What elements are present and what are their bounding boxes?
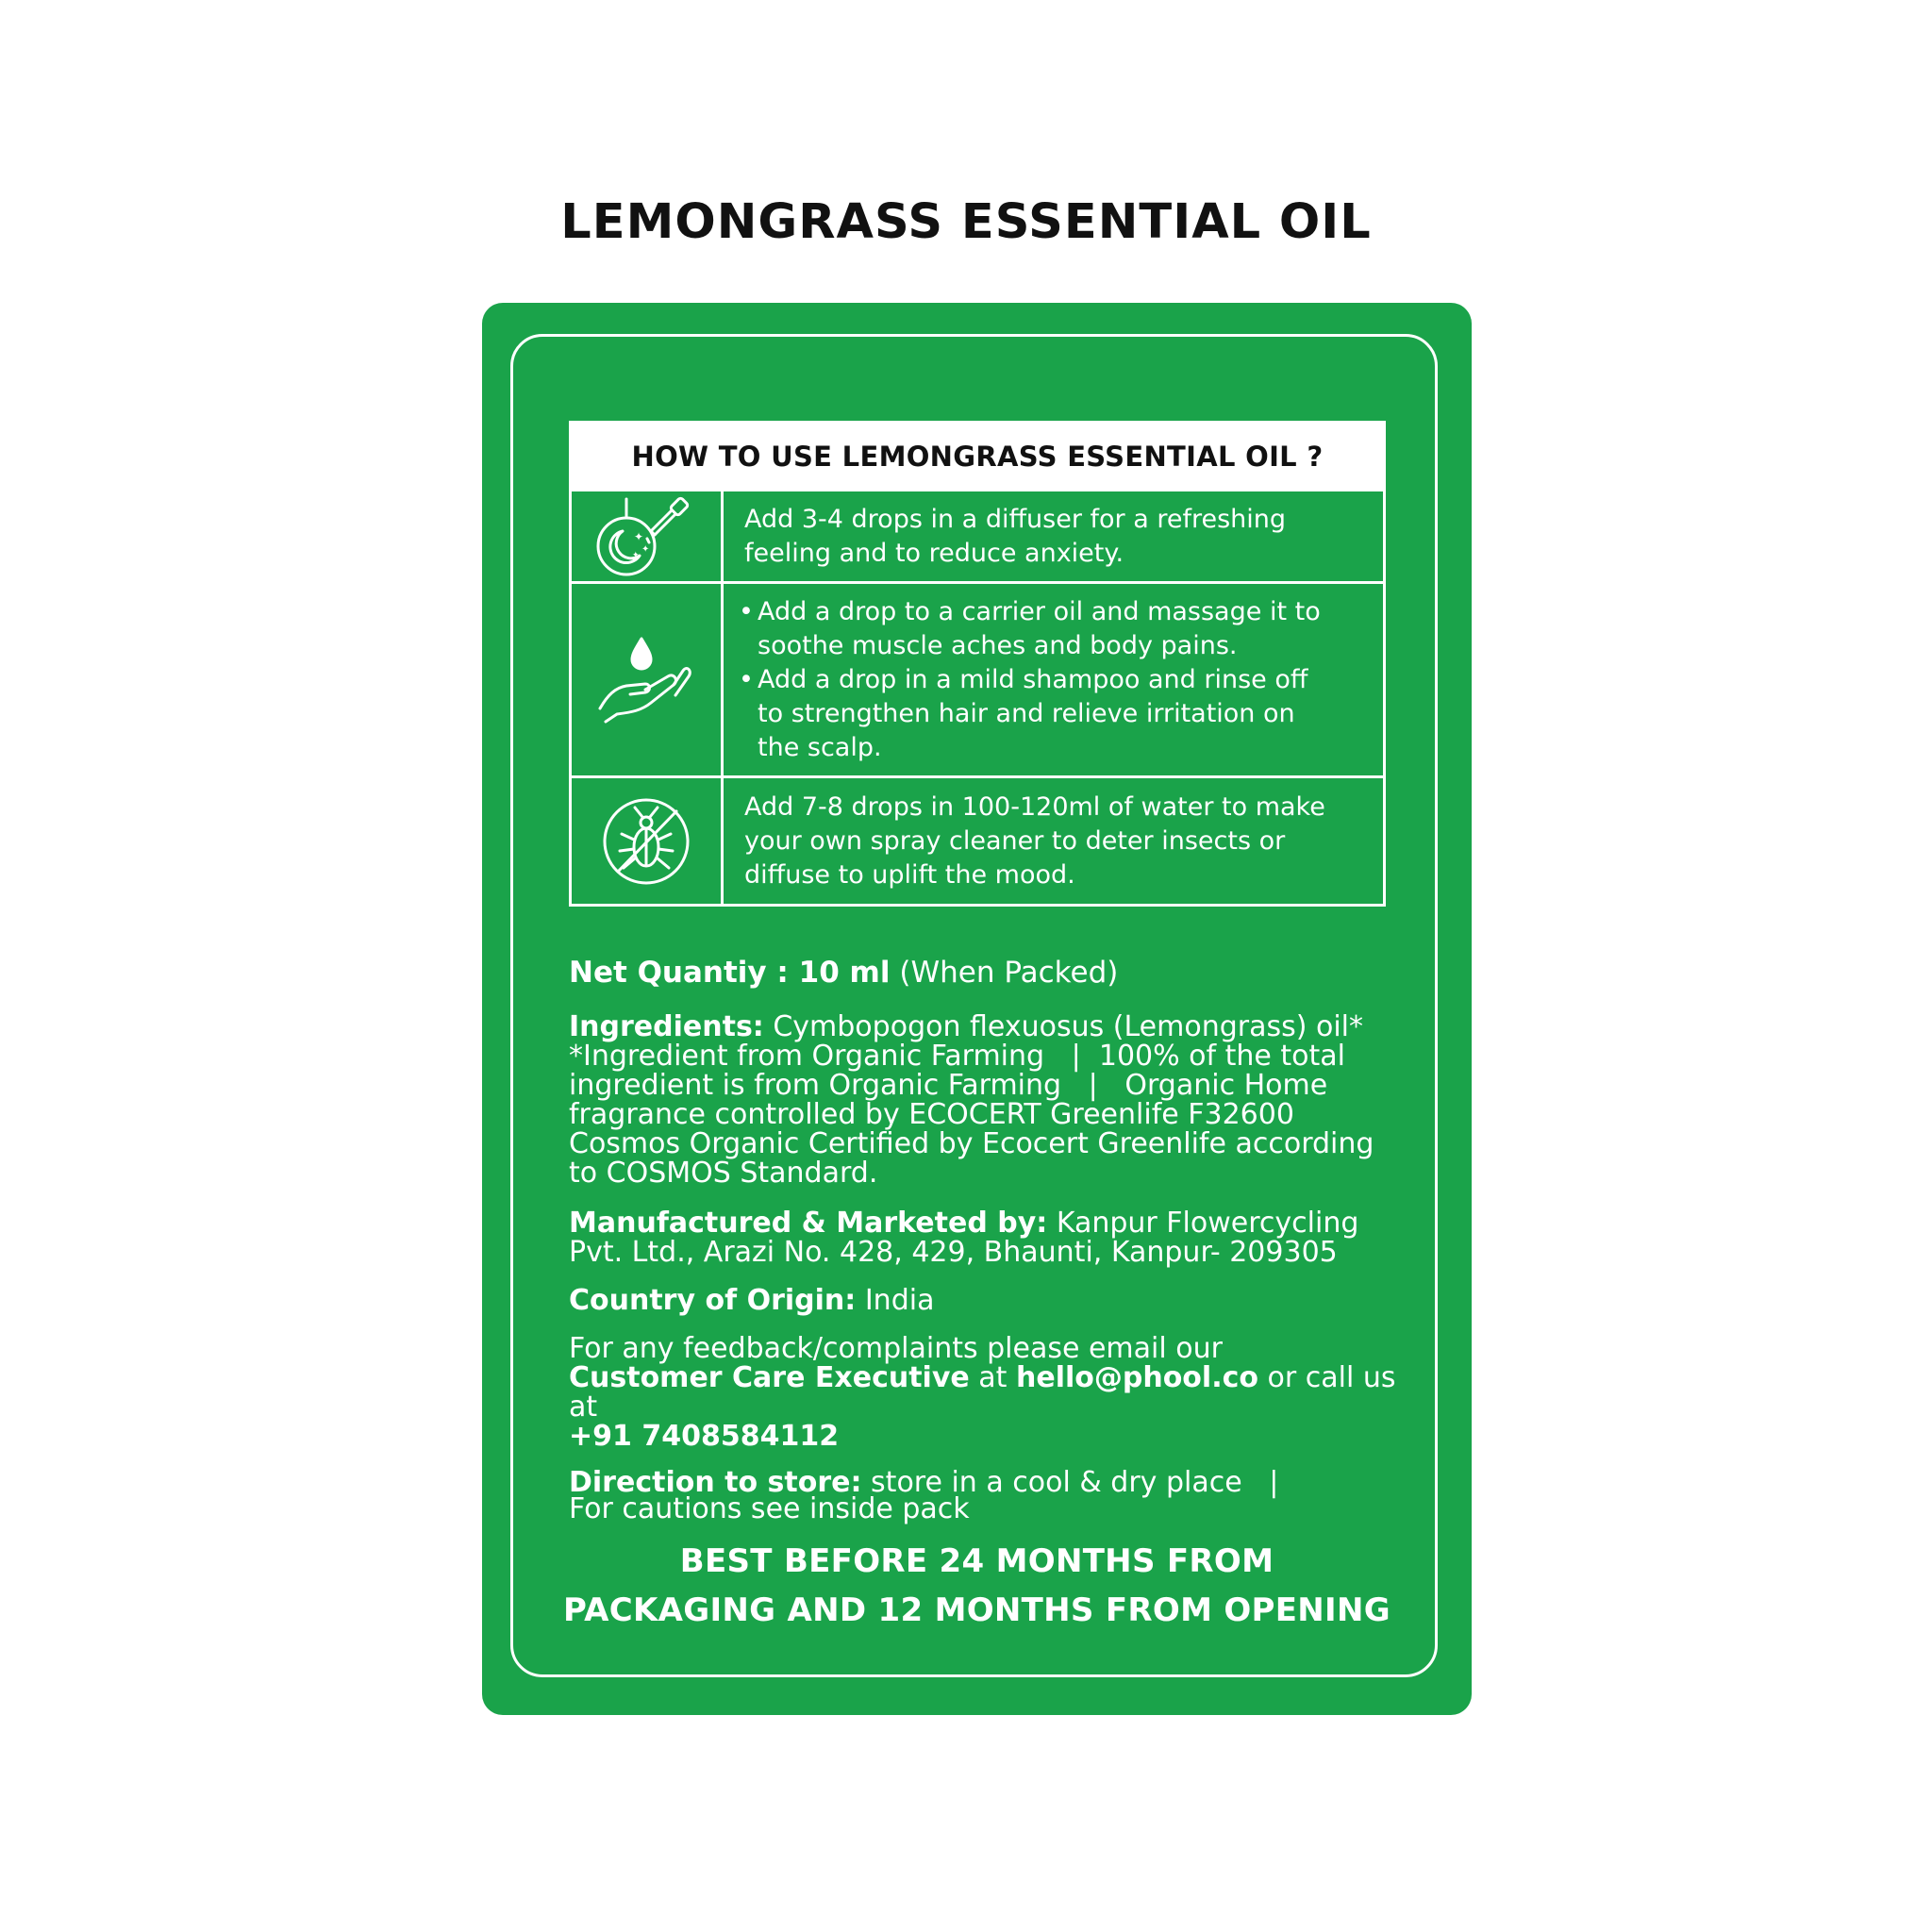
ingredients-line: *Ingredient from Organic Farming | 100% of the total	[569, 1040, 1345, 1073]
storage-value: store in a cool & dry place |	[871, 1466, 1279, 1499]
usage-text-cell	[724, 778, 1383, 904]
feedback-intro: For any feedback/complaints please email our	[569, 1332, 1223, 1365]
usage-line: soothe muscle aches and body pains.	[758, 630, 1238, 660]
usage-line: your own spray cleaner to deter insects or	[744, 825, 1286, 856]
usage-icon-cell	[572, 778, 724, 904]
manufacturer-label: Manufactured & Marketed by:	[569, 1207, 1048, 1240]
ingredients-line: fragrance controlled by ECOCERT Greenlife F32600	[569, 1098, 1294, 1131]
storage-direction	[569, 1466, 1399, 1525]
bullet-dot: •	[739, 596, 754, 626]
manufacturer	[569, 1208, 1399, 1267]
net-quantity	[569, 954, 1399, 991]
usage-bullet	[739, 595, 1366, 663]
svg-text:✦: ✦	[632, 550, 640, 560]
usage-line: to strengthen hair and relieve irritation on	[758, 698, 1295, 728]
manufacturer-address: Pvt. Ltd., Arazi No. 428, 429, Bhaunti, Kanpur- 209305	[569, 1236, 1338, 1269]
usage-line: Add 7-8 drops in 100-120ml of water to make	[744, 791, 1325, 822]
usage-table	[569, 421, 1386, 907]
svg-text:✦: ✦	[641, 543, 650, 555]
storage-label: Direction to store:	[569, 1466, 862, 1499]
no-insect-icon	[601, 796, 691, 887]
usage-line: Add a drop in a mild shampoo and rinse off	[758, 664, 1308, 694]
feedback-call: or call us at	[569, 1361, 1396, 1424]
usage-line: diffuse to uplift the mood.	[744, 859, 1075, 890]
diffuser-moon-dropper-icon	[594, 493, 698, 580]
usage-text-cell	[724, 491, 1383, 581]
feedback	[569, 1334, 1399, 1451]
label-info	[569, 954, 1399, 1523]
origin-value: India	[864, 1284, 935, 1317]
page-title: LEMONGRASS ESSENTIAL OIL	[560, 194, 1372, 250]
product-label	[482, 303, 1472, 1715]
usage-line: feeling and to reduce anxiety.	[744, 538, 1124, 568]
manufacturer-name: Kanpur Flowercycling	[1056, 1207, 1359, 1240]
best-before-line: BEST BEFORE 24 MONTHS FROM	[679, 1542, 1274, 1580]
ingredients-line: Cymbopogon flexuosus (Lemongrass) oil*	[773, 1010, 1363, 1043]
bullet-dot: •	[739, 664, 754, 694]
feedback-role: Customer Care Executive	[569, 1361, 970, 1394]
feedback-phone: +91 7408584112	[569, 1420, 840, 1453]
usage-line: the scalp.	[758, 732, 882, 762]
best-before-line: PACKAGING AND 12 MONTHS FROM OPENING	[563, 1591, 1391, 1629]
usage-table-header: HOW TO USE LEMONGRASS ESSENTIAL OIL ?	[572, 424, 1383, 489]
storage-cautions: For cautions see inside pack	[569, 1492, 970, 1525]
ingredients-line: Cosmos Organic Certified by Ecocert Greenlife according	[569, 1127, 1374, 1160]
usage-icon-cell	[572, 584, 724, 775]
usage-row-massage	[572, 581, 1383, 775]
usage-line: Add a drop to a carrier oil and massage it to	[758, 596, 1321, 626]
net-quantity-label: Net Quantiy : 10 ml	[569, 956, 891, 990]
hand-drop-icon	[594, 633, 698, 727]
best-before	[482, 1537, 1472, 1635]
usage-row-spray	[572, 775, 1383, 904]
ingredients-line: ingredient is from Organic Farming | Organic Home	[569, 1069, 1328, 1102]
ingredients-line: to COSMOS Standard.	[569, 1157, 878, 1190]
feedback-at: at	[978, 1361, 1008, 1394]
feedback-email: hello@phool.co	[1015, 1361, 1258, 1394]
usage-row-diffuser	[572, 489, 1383, 581]
usage-text-cell	[724, 584, 1383, 775]
usage-icon-cell	[572, 491, 724, 581]
usage-bullet	[739, 663, 1366, 765]
svg-text:✦: ✦	[634, 529, 644, 543]
ingredients-label: Ingredients:	[569, 1010, 764, 1043]
usage-line: Add 3-4 drops in a diffuser for a refreshing	[744, 504, 1287, 534]
origin-label: Country of Origin:	[569, 1284, 857, 1317]
net-quantity-note: (When Packed)	[899, 956, 1119, 990]
country-of-origin	[569, 1286, 1399, 1315]
ingredients	[569, 1012, 1399, 1188]
